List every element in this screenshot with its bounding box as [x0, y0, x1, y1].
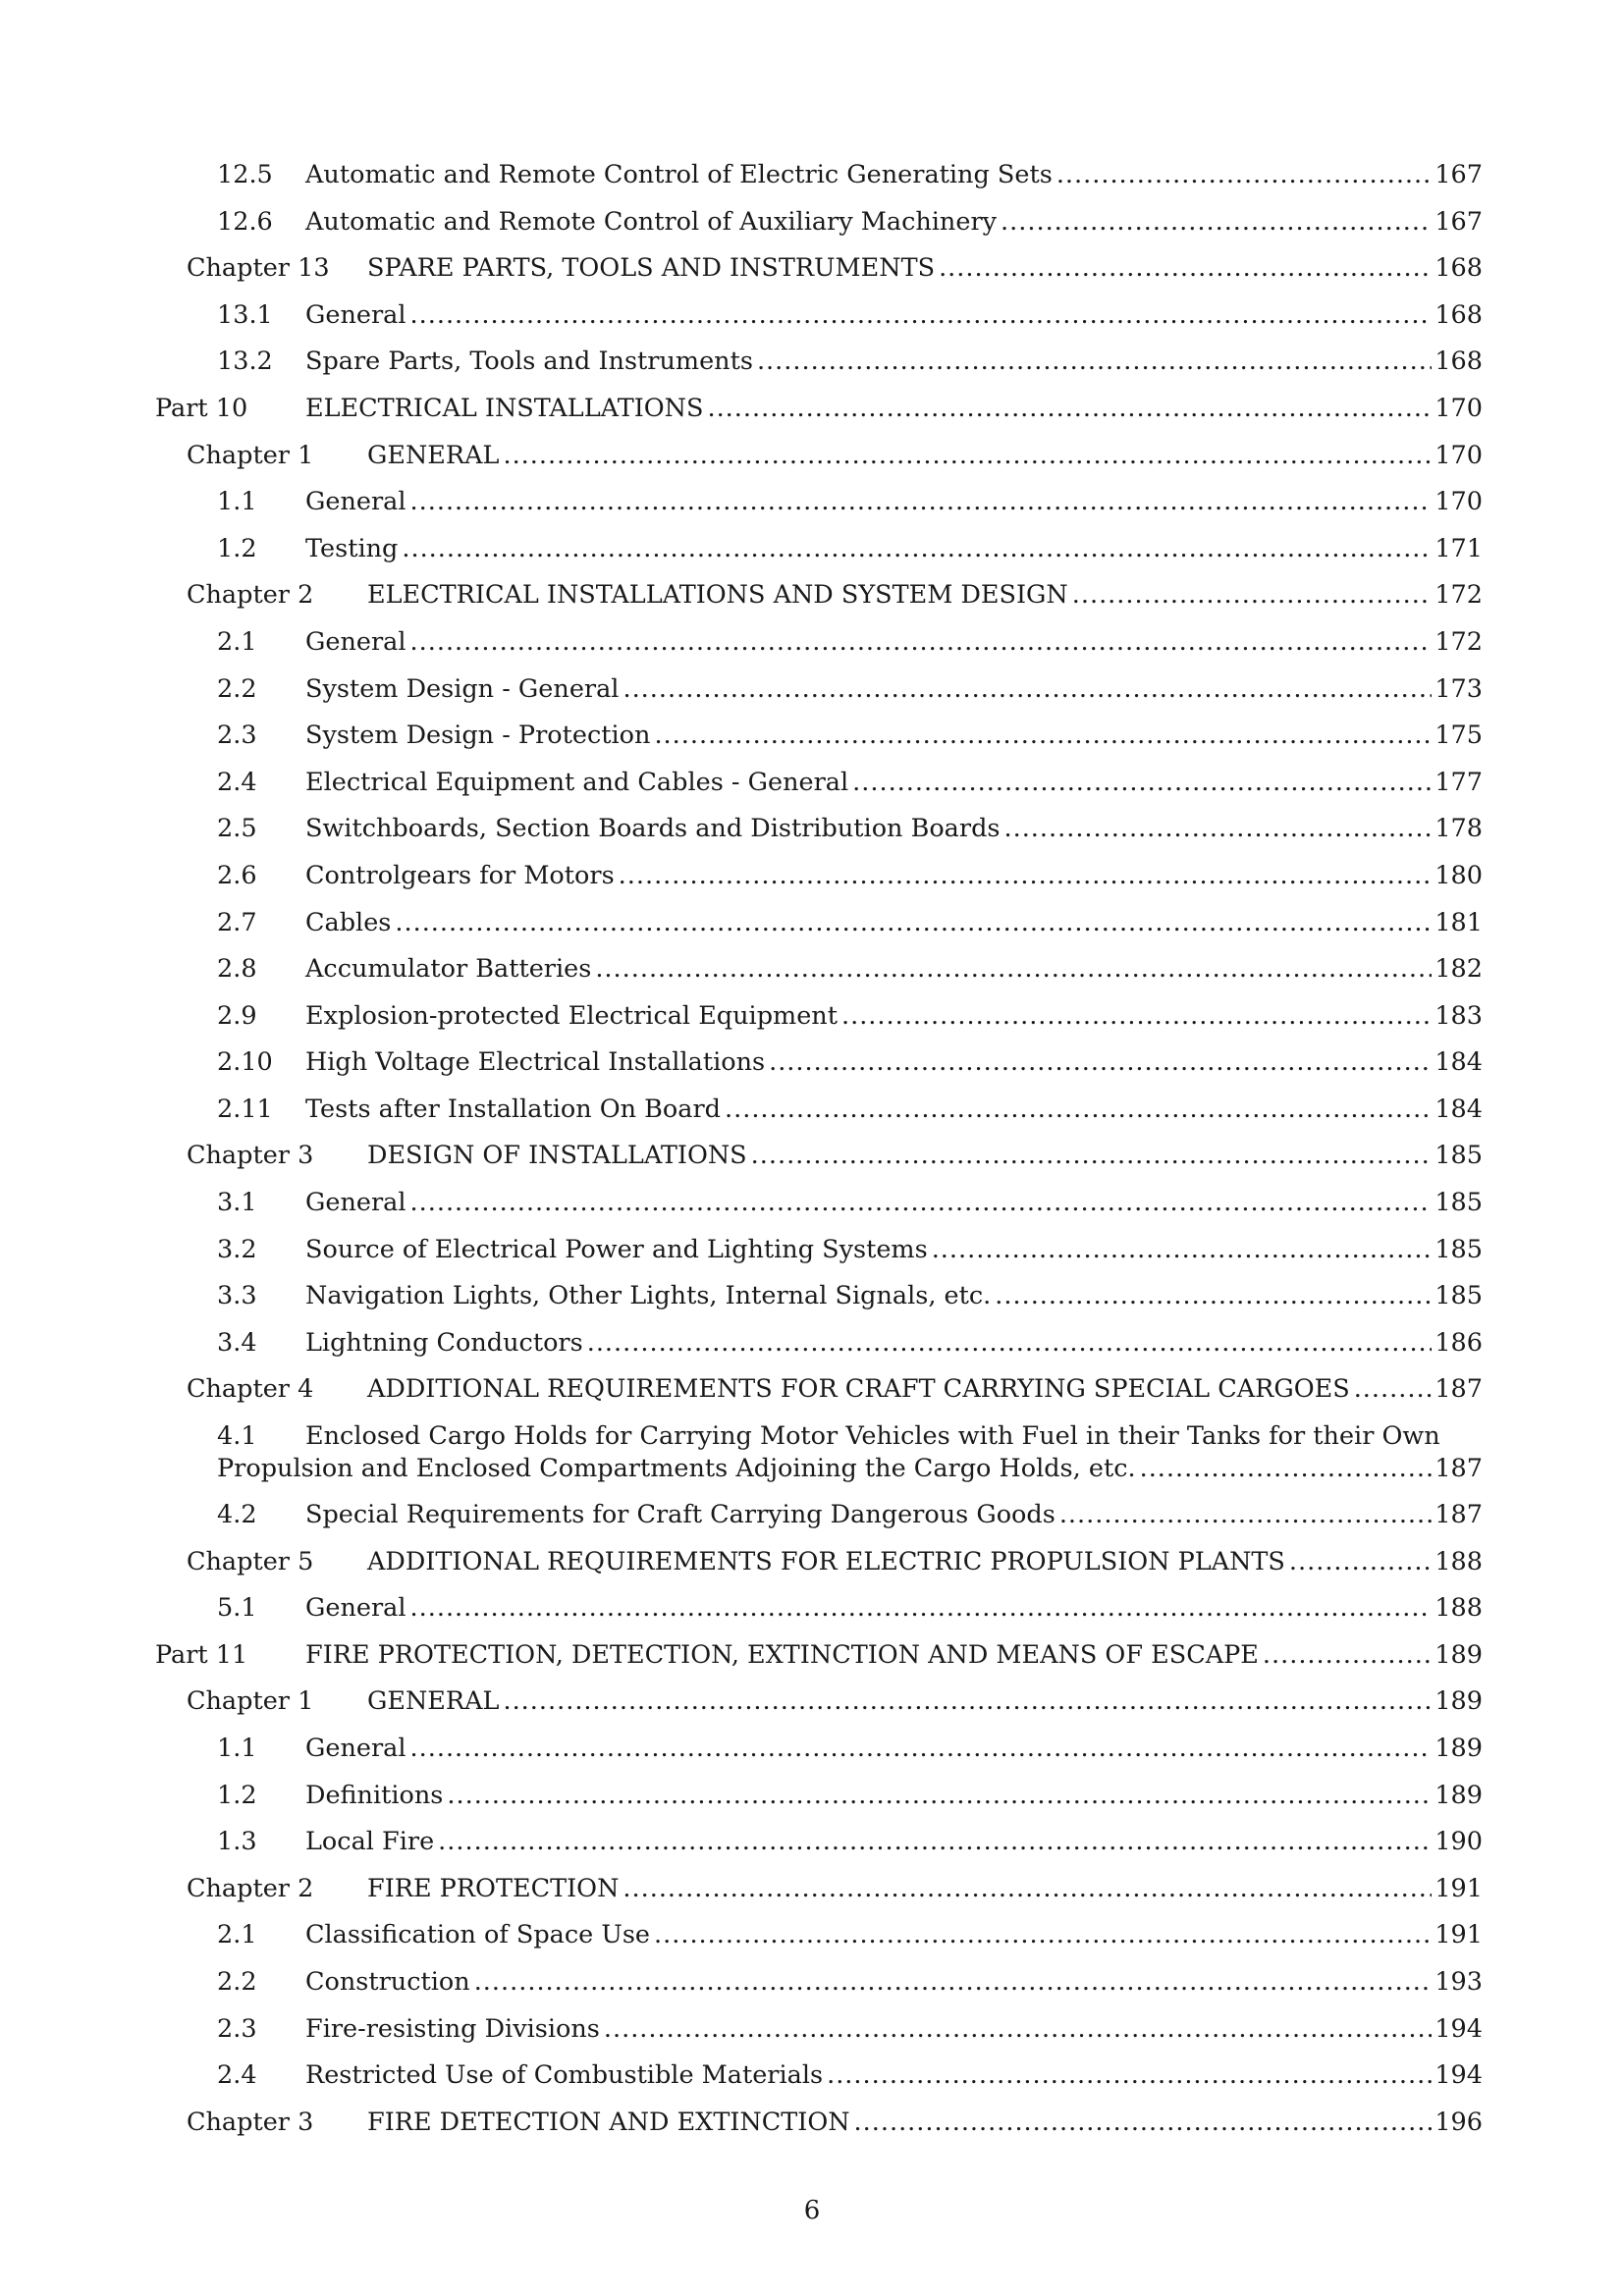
toc-entry-page: 170: [1435, 440, 1483, 470]
toc-entry-page: 173: [1435, 673, 1483, 704]
toc-entry-number: 2.1: [217, 1920, 257, 1950]
toc-entry-section[interactable]: [155, 1087, 1483, 1134]
toc-entry-title: ELECTRICAL INSTALLATIONS: [305, 393, 704, 423]
toc-entry-title-line: [305, 293, 1483, 340]
toc-entry-section[interactable]: [155, 1912, 1483, 1959]
toc-entry-number: 2.10: [217, 1047, 273, 1078]
toc-entry-page: 189: [1435, 1734, 1483, 1763]
toc-entry-section[interactable]: [155, 1585, 1483, 1632]
dot-leader: [939, 245, 1432, 293]
toc-entry-title-line: [305, 1180, 1483, 1227]
toc-entry-section[interactable]: [155, 1227, 1483, 1274]
toc-entry-title: SPARE PARTS, TOOLS AND INSTRUMENTS: [367, 253, 936, 284]
toc-entry-page: 170: [1435, 487, 1483, 517]
toc-entry-page: 171: [1435, 533, 1483, 563]
toc-entry-number: Chapter 3: [187, 2107, 314, 2137]
toc-entry-number: 13.2: [217, 347, 273, 377]
toc-entry-title-line: [305, 1492, 1483, 1539]
toc-entry-number: Chapter 5: [187, 1546, 314, 1576]
toc-entry-title-line: [305, 199, 1483, 246]
toc-entry-title: Definitions: [305, 1780, 444, 1810]
toc-entry-title-line: [367, 1133, 1483, 1180]
dot-leader: [1072, 572, 1433, 619]
dot-leader: [623, 667, 1432, 714]
toc-entry-page: 181: [1435, 907, 1483, 937]
toc-entry-title-continued-line: [217, 1446, 1483, 1493]
toc-entry-title: FIRE DETECTION AND EXTINCTION: [367, 2107, 850, 2137]
toc-entry-number: 2.3: [217, 721, 257, 751]
toc-entry-title: Construction: [305, 1966, 470, 1997]
toc-entry-section[interactable]: [155, 1773, 1483, 1820]
toc-entry-title-line: [305, 152, 1483, 199]
toc-entry-number: 12.5: [217, 160, 273, 189]
toc-entry-page: 191: [1435, 1873, 1483, 1903]
toc-entry-page: 185: [1435, 1141, 1483, 1171]
toc-entry-page: 175: [1435, 721, 1483, 751]
dot-leader: [410, 479, 1433, 526]
toc-entry-title: Electrical Equipment and Cables - General: [305, 767, 849, 797]
toc-entry-title: General: [305, 299, 406, 330]
dot-leader: [410, 1726, 1433, 1773]
toc-entry-title-line: [305, 1273, 1483, 1320]
toc-entry-title: System Design - General: [305, 673, 620, 704]
dot-leader: [619, 853, 1433, 900]
dot-leader: [854, 2100, 1433, 2147]
toc-entry-page: 168: [1435, 347, 1483, 377]
toc-entry-title-line: [367, 433, 1483, 480]
dot-leader: [474, 1959, 1433, 2006]
toc-entry-number: 12.6: [217, 206, 273, 237]
toc-entry-number: 2.2: [217, 1966, 257, 1997]
dot-leader: [827, 2053, 1432, 2100]
dot-leader: [1140, 1446, 1433, 1493]
toc-entry-title: Special Requirements for Craft Carrying Dangerous Goods: [305, 1500, 1056, 1530]
toc-entry-number: 2.7: [217, 907, 257, 937]
toc-entry-number: 2.6: [217, 860, 257, 890]
toc-entry-section[interactable]: [155, 2053, 1483, 2100]
toc-entry-number: 2.1: [217, 626, 257, 657]
toc-entry-title: Tests after Installation On Board: [305, 1094, 721, 1124]
toc-entry-section[interactable]: [155, 1414, 1483, 1492]
toc-entry-section[interactable]: [155, 853, 1483, 900]
toc-entry-title: General: [305, 1734, 406, 1763]
toc-entry-page: 185: [1435, 1281, 1483, 1311]
toc-entry-number: 2.4: [217, 2060, 257, 2091]
toc-entry-title-line: [367, 1539, 1483, 1586]
toc-entry-page: 189: [1435, 1639, 1483, 1670]
toc-entry-page: 187: [1435, 1374, 1483, 1405]
dot-leader: [1354, 1366, 1433, 1414]
dot-leader: [707, 386, 1432, 433]
toc-entry-page: 193: [1435, 1966, 1483, 1997]
toc-entry-chapter[interactable]: [155, 433, 1483, 480]
dot-leader: [447, 1773, 1432, 1820]
toc-entry-number: 3.4: [217, 1327, 257, 1358]
toc-entry-section[interactable]: [155, 667, 1483, 714]
dot-leader: [410, 619, 1433, 667]
dot-leader: [769, 1040, 1432, 1087]
toc-entry-section[interactable]: [155, 1273, 1483, 1320]
toc-entry-page: 167: [1435, 160, 1483, 189]
toc-entry-title-line: [305, 1227, 1483, 1274]
dot-leader: [654, 1912, 1432, 1959]
dot-leader: [595, 946, 1432, 993]
toc-entry-section[interactable]: [155, 1819, 1483, 1866]
toc-entry-page: 180: [1435, 860, 1483, 890]
toc-entry-page: 188: [1435, 1593, 1483, 1624]
toc-entry-chapter[interactable]: [155, 1679, 1483, 1726]
toc-entry-title: General: [305, 626, 406, 657]
dot-leader: [1059, 1492, 1433, 1539]
toc-entry-section[interactable]: [155, 199, 1483, 246]
toc-entry-number: Part 10: [155, 393, 248, 423]
toc-entry-page: 189: [1435, 1686, 1483, 1717]
toc-entry-title: ADDITIONAL REQUIREMENTS FOR CRAFT CARRYING SPECIAL CARGOES: [367, 1374, 1350, 1405]
toc-entry-title-line: [305, 946, 1483, 993]
toc-entry-number: 1.1: [217, 1734, 257, 1763]
toc-entry-title-line: [305, 1819, 1483, 1866]
toc-entry-page: 185: [1435, 1234, 1483, 1264]
toc-entry-page: 178: [1435, 814, 1483, 844]
toc-entry-title: GENERAL: [367, 1686, 500, 1717]
toc-entry-number: 2.2: [217, 673, 257, 704]
toc-entry-title-line: [305, 1726, 1483, 1773]
toc-entry-chapter[interactable]: [155, 1539, 1483, 1586]
dot-leader: [725, 1087, 1432, 1134]
toc-entry-number: Chapter 2: [187, 580, 314, 611]
dot-leader: [995, 1273, 1432, 1320]
toc-entry-title-line: [305, 760, 1483, 807]
toc-entry-number: 5.1: [217, 1593, 257, 1624]
toc-entry-title-line: [367, 1866, 1483, 1913]
toc-entry-section[interactable]: [155, 152, 1483, 199]
toc-entry-title-line: [305, 2053, 1483, 2100]
dot-leader: [604, 2006, 1432, 2054]
dot-leader: [402, 526, 1432, 573]
toc-entry-section[interactable]: [155, 619, 1483, 667]
table-of-contents: [155, 152, 1483, 2146]
toc-entry-section[interactable]: [155, 2006, 1483, 2054]
toc-entry-section[interactable]: [155, 293, 1483, 340]
toc-entry-title-line: [305, 713, 1483, 760]
toc-entry-number: 13.1: [217, 299, 273, 330]
toc-entry-page: 188: [1435, 1546, 1483, 1576]
toc-entry-page: 172: [1435, 580, 1483, 611]
toc-entry-number: 1.2: [217, 533, 257, 563]
toc-entry-number: Chapter 4: [187, 1374, 314, 1405]
toc-entry-title: GENERAL: [367, 440, 500, 470]
toc-entry-number: 1.1: [217, 487, 257, 517]
toc-entry-number: 3.1: [217, 1188, 257, 1218]
toc-entry-title-line: [305, 339, 1483, 386]
toc-entry-title: High Voltage Electrical Installations: [305, 1047, 766, 1078]
toc-entry-section[interactable]: [155, 713, 1483, 760]
toc-entry-title: Cables: [305, 907, 392, 937]
toc-entry-page: 168: [1435, 253, 1483, 284]
toc-entry-chapter[interactable]: [155, 1366, 1483, 1414]
toc-entry-page: 194: [1435, 2060, 1483, 2091]
toc-entry-number: Chapter 3: [187, 1141, 314, 1171]
dot-leader: [503, 433, 1432, 480]
toc-entry-title: Fire-resisting Divisions: [305, 2013, 600, 2044]
toc-entry-page: 170: [1435, 393, 1483, 423]
dot-leader: [1003, 806, 1432, 853]
toc-entry-number: Chapter 1: [187, 1686, 314, 1717]
toc-entry-title: Local Fire: [305, 1827, 435, 1857]
toc-entry-title: Lightning Conductors: [305, 1327, 583, 1358]
toc-entry-number: 2.11: [217, 1094, 273, 1124]
dot-leader: [757, 339, 1432, 386]
toc-entry-title-line: [305, 853, 1483, 900]
toc-entry-title: General: [305, 1593, 406, 1624]
toc-entry-number: 1.2: [217, 1780, 257, 1810]
toc-entry-page: 196: [1435, 2107, 1483, 2137]
toc-entry-title: Enclosed Cargo Holds for Carrying Motor Vehicles with Fuel in their Tanks for their Own: [305, 1421, 1440, 1452]
toc-entry-title-line: [367, 1366, 1483, 1414]
toc-entry-number: 2.3: [217, 2013, 257, 2044]
dot-leader: [852, 760, 1432, 807]
toc-entry-page: 194: [1435, 2013, 1483, 2044]
toc-entry-part[interactable]: [155, 386, 1483, 433]
toc-entry-page: 187: [1435, 1454, 1483, 1484]
toc-entry-title-continued: Propulsion and Enclosed Compartments Adjoining the Cargo Holds, etc.: [217, 1454, 1136, 1484]
dot-leader: [587, 1320, 1433, 1367]
toc-entry-page: 190: [1435, 1827, 1483, 1857]
toc-entry-number: 4.1: [217, 1421, 257, 1452]
toc-entry-title: General: [305, 487, 406, 517]
toc-entry-chapter[interactable]: [155, 1866, 1483, 1913]
toc-entry-title: Accumulator Batteries: [305, 954, 592, 985]
dot-leader: [654, 713, 1432, 760]
toc-entry-title-line: [305, 993, 1483, 1041]
toc-entry-title-line: [305, 1320, 1483, 1367]
dot-leader: [410, 1180, 1433, 1227]
toc-entry-section[interactable]: [155, 526, 1483, 573]
toc-entry-chapter[interactable]: [155, 1133, 1483, 1180]
toc-entry-page: 187: [1435, 1500, 1483, 1530]
toc-entry-number: Part 11: [155, 1639, 248, 1670]
toc-entry-page: 185: [1435, 1188, 1483, 1218]
toc-entry-title-line: [305, 1773, 1483, 1820]
dot-leader: [503, 1679, 1432, 1726]
toc-entry-title-line: [367, 2100, 1483, 2147]
toc-entry-title-line: [305, 1040, 1483, 1087]
toc-entry-title: ELECTRICAL INSTALLATIONS AND SYSTEM DESIGN: [367, 580, 1068, 611]
toc-entry-title-line: [305, 1585, 1483, 1632]
toc-entry-page: 191: [1435, 1920, 1483, 1950]
toc-entry-page: 172: [1435, 626, 1483, 657]
toc-entry-chapter[interactable]: [155, 572, 1483, 619]
dot-leader: [1001, 199, 1432, 246]
toc-entry-number: Chapter 1: [187, 440, 314, 470]
toc-entry-title-line: [305, 386, 1483, 433]
toc-entry-number: 3.2: [217, 1234, 257, 1264]
toc-entry-section[interactable]: [155, 806, 1483, 853]
dot-leader: [1056, 152, 1433, 199]
toc-entry-section[interactable]: [155, 1040, 1483, 1087]
toc-entry-title-line: [305, 526, 1483, 573]
dot-leader: [438, 1819, 1432, 1866]
dot-leader: [751, 1133, 1433, 1180]
toc-entry-title: DESIGN OF INSTALLATIONS: [367, 1141, 747, 1171]
toc-entry-chapter[interactable]: [155, 2100, 1483, 2147]
toc-entry-section[interactable]: [155, 900, 1483, 947]
toc-entry-title-line: [305, 2006, 1483, 2054]
toc-entry-page: 182: [1435, 954, 1483, 985]
toc-entry-title-line: [305, 806, 1483, 853]
dot-leader: [1289, 1539, 1432, 1586]
toc-entry-number: 2.8: [217, 954, 257, 985]
toc-entry-section[interactable]: [155, 1726, 1483, 1773]
toc-entry-title-line: [305, 1632, 1483, 1680]
toc-entry-number: Chapter 2: [187, 1873, 314, 1903]
dot-leader: [932, 1227, 1433, 1274]
toc-entry-section[interactable]: [155, 479, 1483, 526]
dot-leader: [623, 1866, 1432, 1913]
toc-entry-part[interactable]: [155, 1632, 1483, 1680]
dot-leader: [841, 993, 1432, 1041]
toc-entry-section[interactable]: [155, 1959, 1483, 2006]
toc-entry-page: 186: [1435, 1327, 1483, 1358]
toc-entry-page: 177: [1435, 767, 1483, 797]
toc-entry-title: Explosion-protected Electrical Equipment: [305, 1000, 838, 1031]
toc-entry-title-line: [305, 1912, 1483, 1959]
toc-entry-title-line: [305, 900, 1483, 947]
toc-entry-page: 167: [1435, 206, 1483, 237]
toc-entry-title: Testing: [305, 533, 399, 563]
toc-entry-page: 184: [1435, 1047, 1483, 1078]
toc-entry-section[interactable]: [155, 1492, 1483, 1539]
toc-entry-title: Spare Parts, Tools and Instruments: [305, 347, 753, 377]
toc-entry-number: 2.9: [217, 1000, 257, 1031]
toc-entry-section[interactable]: [155, 993, 1483, 1041]
toc-entry-title: General: [305, 1188, 406, 1218]
toc-entry-title: Automatic and Remote Control of Auxiliary Machinery: [305, 206, 998, 237]
toc-entry-number: 2.5: [217, 814, 257, 844]
toc-entry-number: 4.2: [217, 1500, 257, 1530]
toc-entry-number: Chapter 13: [187, 253, 330, 284]
toc-entry-number: 2.4: [217, 767, 257, 797]
toc-entry-number: 1.3: [217, 1827, 257, 1857]
toc-entry-title-line: [305, 619, 1483, 667]
toc-entry-section[interactable]: [155, 760, 1483, 807]
toc-entry-section[interactable]: [155, 1320, 1483, 1367]
toc-entry-page: 189: [1435, 1780, 1483, 1810]
toc-entry-section[interactable]: [155, 946, 1483, 993]
toc-entry-page: 168: [1435, 299, 1483, 330]
toc-entry-title: System Design - Protection: [305, 721, 651, 751]
toc-entry-page: 183: [1435, 1000, 1483, 1031]
toc-entry-title: Classification of Space Use: [305, 1920, 651, 1950]
toc-entry-title: Restricted Use of Combustible Materials: [305, 2060, 824, 2091]
toc-entry-title: FIRE PROTECTION: [367, 1873, 620, 1903]
page-number: 6: [803, 2196, 821, 2225]
toc-entry-title-line: [305, 1087, 1483, 1134]
toc-entry-title-line: [305, 479, 1483, 526]
toc-entry-title: Navigation Lights, Other Lights, Internal Signals, etc.: [305, 1281, 992, 1311]
toc-entry-page: 184: [1435, 1094, 1483, 1124]
toc-entry-title-line: [305, 1959, 1483, 2006]
dot-leader: [395, 900, 1432, 947]
toc-entry-section[interactable]: [155, 1180, 1483, 1227]
toc-entry-title-line: [367, 572, 1483, 619]
toc-entry-title: Automatic and Remote Control of Electric Generating Sets: [305, 160, 1053, 189]
dot-leader: [410, 293, 1433, 340]
toc-entry-section[interactable]: [155, 339, 1483, 386]
toc-entry-title: Controlgears for Motors: [305, 860, 615, 890]
toc-entry-title-line: [305, 667, 1483, 714]
dot-leader: [1263, 1632, 1432, 1680]
toc-entry-title-line: [367, 245, 1483, 293]
toc-entry-chapter[interactable]: [155, 245, 1483, 293]
dot-leader: [410, 1585, 1433, 1632]
toc-entry-title: Switchboards, Section Boards and Distribution Boards: [305, 814, 1001, 844]
toc-entry-title-line: [367, 1679, 1483, 1726]
toc-entry-title: FIRE PROTECTION, DETECTION, EXTINCTION AND MEANS OF ESCAPE: [305, 1639, 1259, 1670]
toc-entry-title: ADDITIONAL REQUIREMENTS FOR ELECTRIC PROPULSION PLANTS: [367, 1546, 1285, 1576]
toc-entry-number: 3.3: [217, 1281, 257, 1311]
toc-entry-title: Source of Electrical Power and Lighting Systems: [305, 1234, 928, 1264]
